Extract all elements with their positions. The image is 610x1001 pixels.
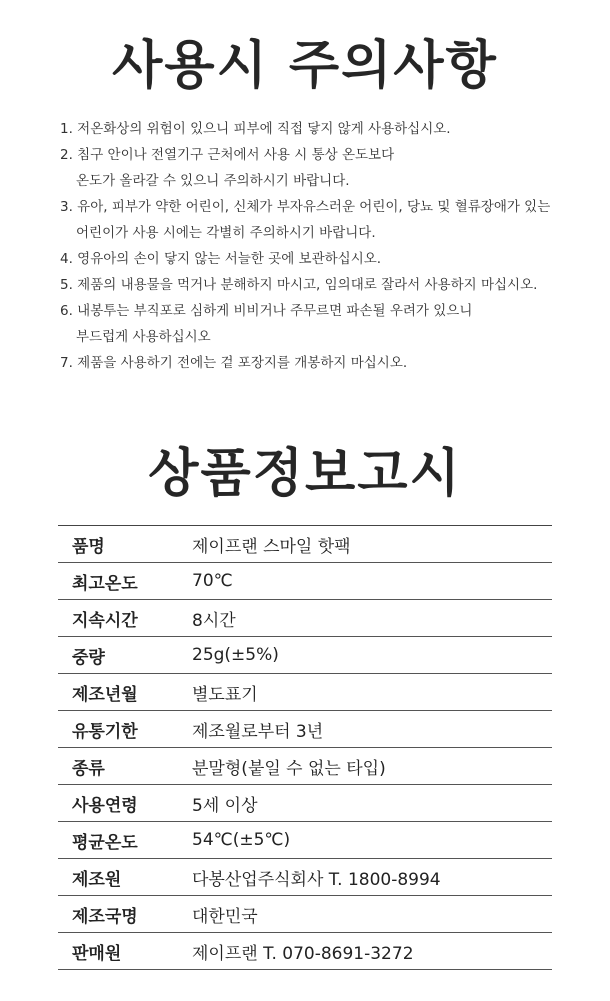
row-label: 평균온도 <box>58 822 188 859</box>
product-info-table <box>58 525 552 970</box>
row-value: 분말형(붙일 수 없는 타입) <box>188 748 552 785</box>
row-label: 중량 <box>58 637 188 674</box>
row-value: 5세 이상 <box>188 785 552 822</box>
row-value: 제조월로부터 3년 <box>188 711 552 748</box>
table-row <box>58 563 552 600</box>
table-row <box>58 748 552 785</box>
caution-item-6-cont: 부드럽게 사용하십시오 <box>76 329 211 345</box>
table-row <box>58 822 552 859</box>
caution-item-7: 7. 제품을 사용하기 전에는 겉 포장지를 개봉하지 마십시오. <box>60 355 408 371</box>
product-info-title: 상품정보고시 <box>148 444 462 504</box>
table-row <box>58 526 552 563</box>
table-row <box>58 674 552 711</box>
row-value: 70℃ <box>188 563 552 600</box>
table-row <box>58 896 552 933</box>
row-value: 제이프랜 스마일 핫팩 <box>188 526 552 563</box>
row-value: 8시간 <box>188 600 552 637</box>
caution-item-3: 3. 유아, 피부가 약한 어린이, 신체가 부자유스러운 어린이, 당뇨 및 혈류장애가 있는 <box>60 199 551 215</box>
row-value: 54℃(±5℃) <box>188 822 552 859</box>
table-row <box>58 933 552 970</box>
caution-item-4: 4. 영유아의 손이 닿지 않는 서늘한 곳에 보관하십시오. <box>60 251 382 267</box>
row-value: 다봉산업주식회사 T. 1800-8994 <box>188 859 552 896</box>
row-label: 제조국명 <box>58 896 188 933</box>
row-label: 제조원 <box>58 859 188 896</box>
caution-title: 사용시 주의사항 <box>112 36 498 96</box>
row-label: 지속시간 <box>58 600 188 637</box>
caution-item-5: 5. 제품의 내용물을 먹거나 분해하지 마시고, 임의대로 잘라서 사용하지 마십시오. <box>60 277 538 293</box>
row-label: 품명 <box>58 526 188 563</box>
table-row <box>58 785 552 822</box>
table-row <box>58 600 552 637</box>
caution-item-6: 6. 내봉투는 부직포로 심하게 비비거나 주무르면 파손될 우려가 있으니 <box>60 303 473 319</box>
row-value: 별도표기 <box>188 674 552 711</box>
caution-item-2: 2. 침구 안이나 전열기구 근처에서 사용 시 통상 온도보다 <box>60 147 395 163</box>
caution-item-1: 1. 저온화상의 위험이 있으니 피부에 직접 닿지 않게 사용하십시오. <box>60 121 451 137</box>
row-label: 최고온도 <box>58 563 188 600</box>
caution-item-2-cont: 온도가 올라갈 수 있으니 주의하시기 바랍니다. <box>76 173 350 189</box>
table-row <box>58 859 552 896</box>
row-label: 제조년월 <box>58 674 188 711</box>
caution-item-3-cont: 어린이가 사용 시에는 각별히 주의하시기 바랍니다. <box>76 225 376 241</box>
row-label: 판매원 <box>58 933 188 970</box>
row-value: 제이프랜 T. 070-8691-3272 <box>188 933 552 970</box>
row-label: 종류 <box>58 748 188 785</box>
table-row <box>58 711 552 748</box>
row-label: 유통기한 <box>58 711 188 748</box>
row-value: 대한민국 <box>188 896 552 933</box>
caution-list <box>60 116 580 376</box>
row-label: 사용연령 <box>58 785 188 822</box>
table-row <box>58 637 552 674</box>
row-value: 25g(±5%) <box>188 637 552 674</box>
